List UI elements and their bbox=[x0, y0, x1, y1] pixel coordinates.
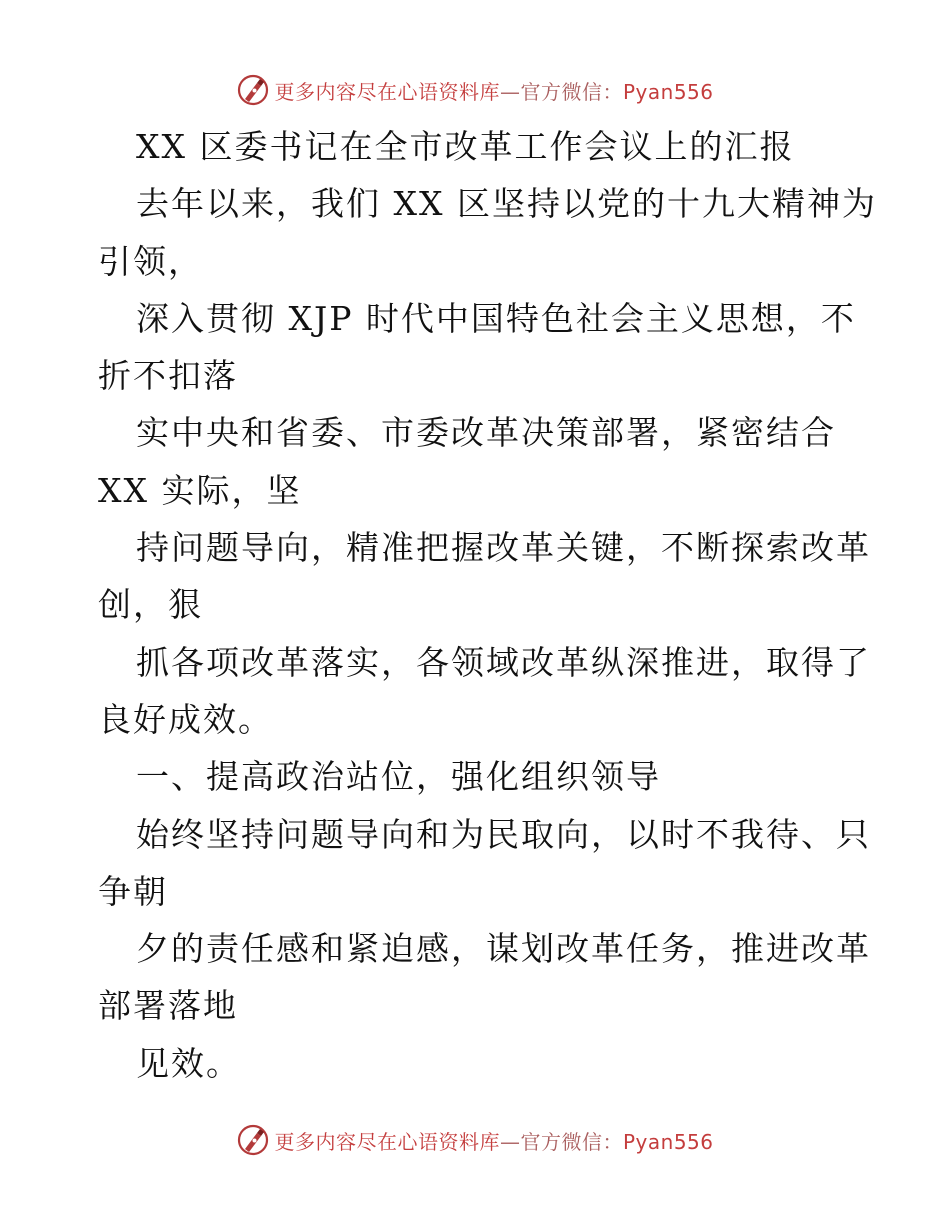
pen-nib-logo-icon bbox=[236, 73, 270, 107]
paragraph-line: 始终坚持问题导向和为民取向，以时不我待、只 bbox=[136, 814, 871, 854]
watermark-wechat-label: 官方微信： bbox=[520, 79, 623, 104]
watermark-separator: — bbox=[499, 79, 521, 104]
paragraph-line: 去年以来，我们 XX 区坚持以党的十九大精神为 bbox=[136, 184, 877, 224]
watermark-wechat-id: Pyan556 bbox=[622, 79, 714, 104]
paragraph-line: 创，狠 bbox=[98, 585, 203, 625]
section-heading: 一、提高政治站位，强化组织领导 bbox=[136, 757, 661, 797]
watermark-footer bbox=[0, 1120, 950, 1160]
paragraph-line: 实中央和省委、市委改革决策部署，紧密结合 bbox=[136, 413, 836, 453]
paragraph-line: 折不扣落 bbox=[98, 356, 238, 396]
watermark-separator: — bbox=[499, 1129, 521, 1154]
watermark-header bbox=[0, 70, 950, 110]
watermark-wechat-id: Pyan556 bbox=[622, 1129, 714, 1154]
document-body bbox=[98, 118, 877, 1092]
watermark-text bbox=[274, 1126, 713, 1155]
watermark-wechat-label: 官方微信： bbox=[520, 1129, 623, 1154]
document-title: XX 区委书记在全市改革工作会议上的汇报 bbox=[136, 127, 795, 166]
paragraph-line: 良好成效。 bbox=[98, 699, 273, 739]
paragraph-line: 夕的责任感和紧迫感，谋划改革任务，推进改革 bbox=[136, 929, 871, 969]
paragraph-line: 引领， bbox=[98, 241, 203, 281]
paragraph-line: 持问题导向，精准把握改革关键，不断探索改革 bbox=[136, 528, 871, 568]
paragraph-line: 深入贯彻 XJP 时代中国特色社会主义思想，不 bbox=[136, 298, 856, 338]
watermark-main-text: 更多内容尽在心语资料库 bbox=[274, 1129, 500, 1154]
paragraph-line: XX 实际，坚 bbox=[98, 470, 302, 510]
watermark-main-text: 更多内容尽在心语资料库 bbox=[274, 79, 500, 104]
pen-nib-logo-icon bbox=[236, 1123, 270, 1157]
watermark-text bbox=[274, 76, 713, 105]
paragraph-line: 见效。 bbox=[136, 1043, 241, 1083]
paragraph-line: 抓各项改革落实，各领域改革纵深推进，取得了 bbox=[136, 642, 871, 682]
paragraph-line: 争朝 bbox=[98, 871, 168, 911]
paragraph-line: 部署落地 bbox=[98, 986, 238, 1026]
